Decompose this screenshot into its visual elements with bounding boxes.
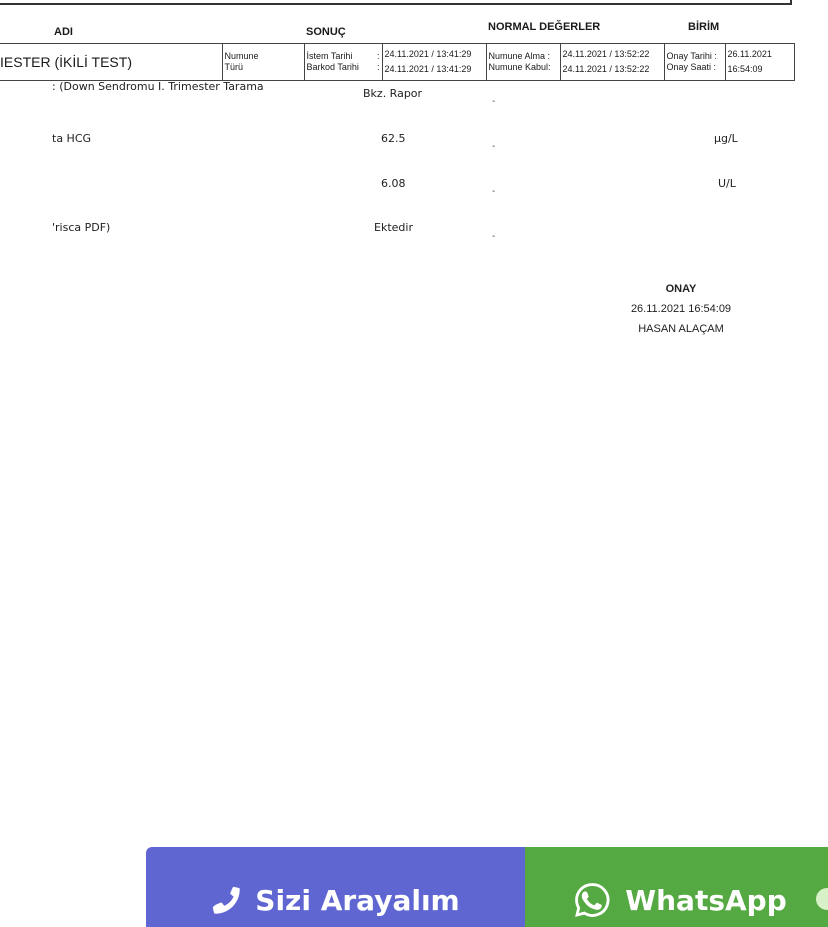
approval-approver: HASAN ALAÇAM <box>638 323 724 335</box>
row-2-unit: µg/L <box>714 132 738 145</box>
barcode-date-value: 24.11.2021 / 13:41:29 <box>384 64 472 74</box>
call-me-button[interactable] <box>146 847 525 927</box>
request-labels-cell: İstem Tarihi : Barkod Tarihi : <box>304 44 382 81</box>
approve-date-value: 26.11.2021 <box>727 49 772 59</box>
row-1-result: Bkz. Rapor <box>363 87 423 100</box>
sample-type-label-2: Türü <box>224 62 244 72</box>
sample-accept-value: 24.11.2021 / 13:52:22 <box>562 64 650 74</box>
row-1-normal: - <box>492 96 496 107</box>
phone-icon <box>211 885 241 915</box>
row-4-name: 'risca PDF) <box>52 221 111 234</box>
header-name: ADI <box>54 26 73 38</box>
header-result: SONUÇ <box>306 26 346 38</box>
whatsapp-icon <box>573 881 611 919</box>
request-date-value: 24.11.2021 / 13:41:29 <box>384 49 472 59</box>
sample-labels-cell <box>486 44 560 81</box>
row-3-normal: - <box>492 186 496 197</box>
row-3-result: 6.08 <box>381 177 406 190</box>
sample-type-label-1: Numune <box>224 51 259 61</box>
test-name: IESTER (İKİLİ TEST) <box>0 44 222 81</box>
sample-take-label: Numune Alma : <box>488 51 551 61</box>
request-dates-cell <box>382 44 486 81</box>
row-4-normal: - <box>492 231 496 242</box>
approve-labels-cell <box>664 44 725 81</box>
sample-info-table <box>0 43 795 81</box>
sample-type-cell <box>222 44 304 81</box>
row-2-normal: - <box>492 141 496 152</box>
whatsapp-button[interactable] <box>525 847 828 927</box>
header-normal-values: NORMAL DEĞERLER <box>488 21 601 33</box>
approve-time-value: 16:54:09 <box>727 64 763 74</box>
approval-title: ONAY <box>665 283 697 295</box>
report-top-frame <box>0 0 792 5</box>
row-3-unit: U/L <box>718 177 736 190</box>
row-2-result: 62.5 <box>381 132 406 145</box>
barcode-date-label: Barkod Tarihi <box>306 62 359 72</box>
row-4-result: Ektedir <box>374 221 413 234</box>
row-2-name: ta HCG <box>52 132 92 145</box>
approval-datetime: 26.11.2021 16:54:09 <box>630 303 732 315</box>
whatsapp-label: WhatsApp <box>625 883 787 917</box>
call-me-label: Sizi Arayalım <box>255 883 460 917</box>
approve-date-label: Onay Tarihi : <box>666 51 717 61</box>
approve-time-label: Onay Saati : <box>666 62 717 72</box>
sample-accept-label: Numune Kabul: <box>488 62 551 72</box>
header-unit: BİRİM <box>688 21 720 33</box>
sample-take-value: 24.11.2021 / 13:52:22 <box>562 49 650 59</box>
row-1-name: : (Down Sendromu I. Trimester Tarama <box>52 80 264 93</box>
request-date-label: İstem Tarihi <box>306 51 353 61</box>
approve-values-cell <box>725 44 794 81</box>
sample-dates-cell <box>560 44 664 81</box>
